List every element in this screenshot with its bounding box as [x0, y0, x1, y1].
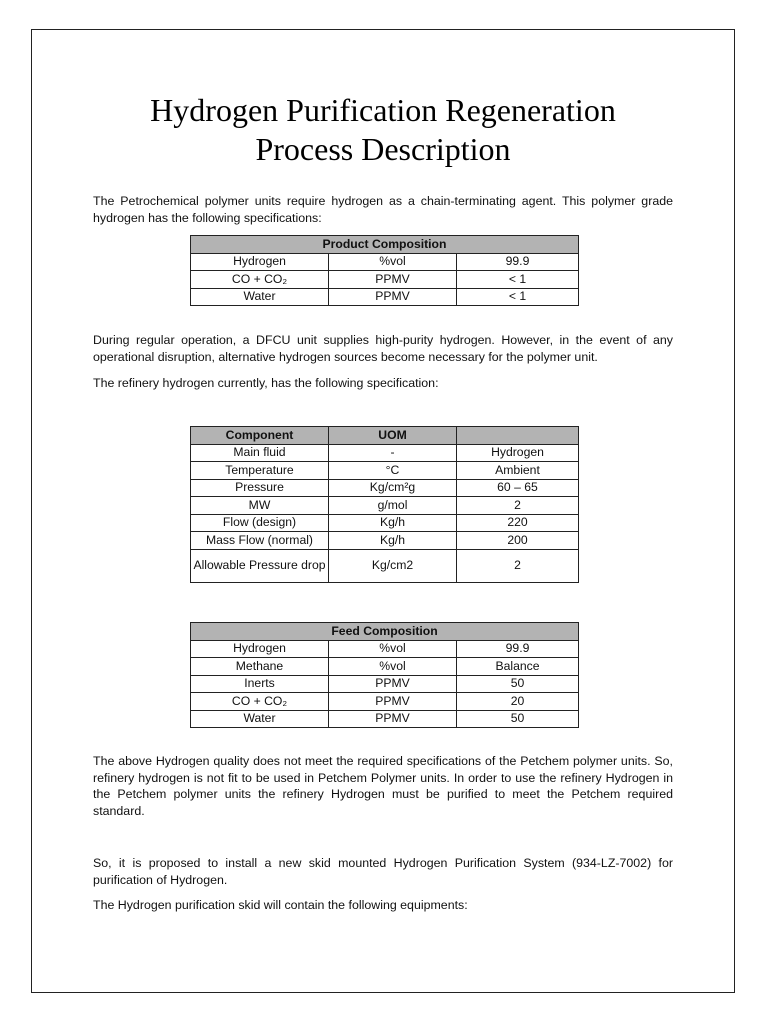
table-header: Component [191, 427, 329, 445]
table-row [191, 514, 579, 532]
table-row [191, 288, 579, 306]
table-cell: Kg/cm²g [329, 479, 457, 497]
table-cell: Kg/h [329, 514, 457, 532]
table-row [191, 444, 579, 462]
table-cell: 220 [457, 514, 579, 532]
table-cell: Main fluid [191, 444, 329, 462]
table-header [457, 427, 579, 445]
feed-composition-table [190, 622, 579, 728]
document-page [31, 29, 735, 993]
table-header: UOM [329, 427, 457, 445]
table-cell: 50 [457, 675, 579, 693]
table-cell: 99.9 [457, 640, 579, 658]
table-row [191, 693, 579, 711]
table-cell: - [329, 444, 457, 462]
table-cell: PPMV [329, 288, 457, 306]
table-row [191, 532, 579, 550]
table-cell: 200 [457, 532, 579, 550]
table-cell: Inerts [191, 675, 329, 693]
table-cell: Kg/h [329, 532, 457, 550]
table-cell: < 1 [457, 288, 579, 306]
table-cell: PPMV [329, 271, 457, 289]
table-cell: °C [329, 462, 457, 480]
table-cell: PPMV [329, 675, 457, 693]
operation-paragraph: During regular operation, a DFCU unit supplies high-purity hydrogen. However, in the event of any operational disruption, alternative hydrogen sources become necessary for the polymer unit. [93, 333, 673, 364]
table-cell: Water [191, 288, 329, 306]
table-cell: Water [191, 710, 329, 728]
table-header: Product Composition [191, 236, 579, 254]
table-cell: Allowable Pressure drop [191, 549, 329, 582]
table-row [191, 271, 579, 289]
table-cell: Balance [457, 658, 579, 676]
table-cell: Temperature [191, 462, 329, 480]
table-row [191, 640, 579, 658]
table-cell: Mass Flow (normal) [191, 532, 329, 550]
table-header: Feed Composition [191, 623, 579, 641]
table-cell: Hydrogen [457, 444, 579, 462]
table-cell: PPMV [329, 693, 457, 711]
table-cell: 50 [457, 710, 579, 728]
table-cell: 2 [457, 497, 579, 515]
table-row [191, 497, 579, 515]
table-row [191, 253, 579, 271]
table-cell: Methane [191, 658, 329, 676]
proposal-paragraph: So, it is proposed to install a new skid mounted Hydrogen Purification System (934-LZ-7002) for purification of Hydrogen. [93, 856, 673, 887]
table-cell: < 1 [457, 271, 579, 289]
table-cell: 2 [457, 549, 579, 582]
table-cell: %vol [329, 658, 457, 676]
table-row [191, 710, 579, 728]
intro-paragraph: The Petrochemical polymer units require hydrogen as a chain-terminating agent. This polymer grade hydrogen has the following specifications: [93, 194, 673, 225]
table-cell: Pressure [191, 479, 329, 497]
table-cell: MW [191, 497, 329, 515]
table-row [191, 675, 579, 693]
table-cell: Kg/cm2 [329, 549, 457, 582]
product-composition-table [190, 235, 579, 306]
table-row [191, 462, 579, 480]
table-cell: 60 – 65 [457, 479, 579, 497]
title-line-2: Process Description [255, 131, 511, 167]
table-cell: g/mol [329, 497, 457, 515]
table-row [191, 479, 579, 497]
equipment-paragraph: The Hydrogen purification skid will contain the following equipments: [93, 898, 468, 912]
refinery-spec-table [190, 426, 579, 583]
refinery-intro-paragraph: The refinery hydrogen currently, has the following specification: [93, 376, 439, 390]
table-cell: Hydrogen [191, 640, 329, 658]
table-cell: 20 [457, 693, 579, 711]
quality-paragraph: The above Hydrogen quality does not meet the required specifications of the Petchem polymer units. So, refinery hydrogen is not fit to be used in Petchem Polymer units. In order to use the refinery Hydrogen in the Petchem polymer units the refinery Hydrogen must be purified to meet the Petchem required standard. [93, 754, 673, 818]
table-cell: %vol [329, 640, 457, 658]
table-cell: Flow (design) [191, 514, 329, 532]
table-cell: PPMV [329, 710, 457, 728]
table-cell: CO + CO₂ [191, 271, 329, 289]
table-row [191, 549, 579, 582]
title-line-1: Hydrogen Purification Regeneration [150, 92, 616, 128]
table-cell: Hydrogen [191, 253, 329, 271]
table-cell: 99.9 [457, 253, 579, 271]
table-cell: Ambient [457, 462, 579, 480]
table-cell: CO + CO₂ [191, 693, 329, 711]
table-cell: %vol [329, 253, 457, 271]
table-row [191, 658, 579, 676]
